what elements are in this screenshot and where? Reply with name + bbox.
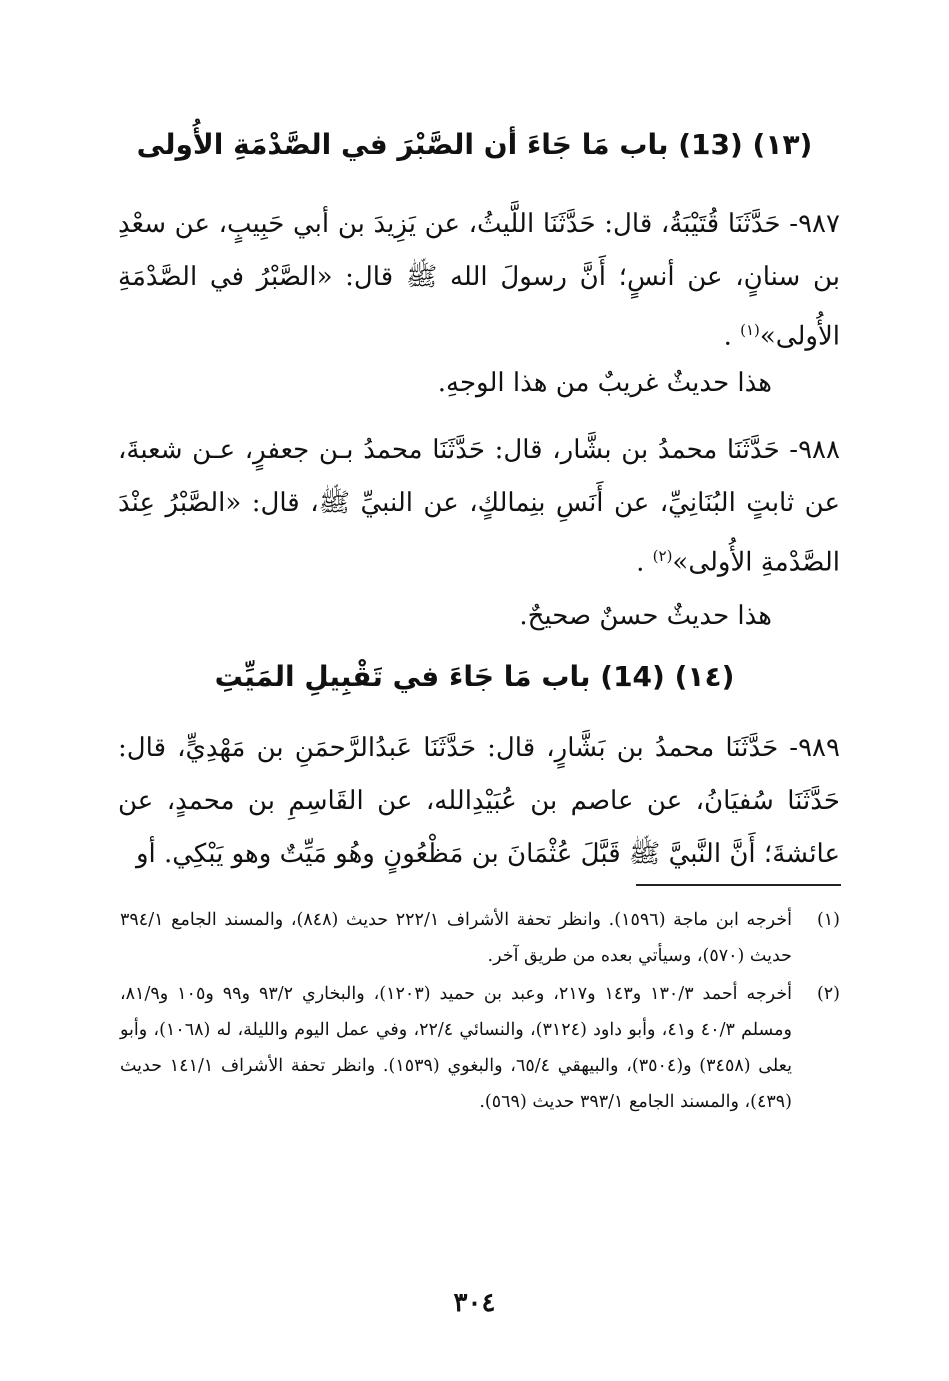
footnote-1 bbox=[120, 902, 840, 974]
hadith-988: ٩٨٨- حَدَّثَنَا محمدُ بن بشَّار، قال: حَدَّثَنَا محمدُ بـن جعفرٍ، عـن شعبةَ، عن ثابتٍ البُنَانِيِّ، عن أَنَسِ بنِمالكٍ، عن النبيِّ ﷺ، قال: «الصَّبْرُ عِنْدَ الصَّدْمةِ الأُولى»$^{(٢)}$ . bbox=[118, 435, 840, 578]
section-heading-13: (١٣) (13) باب مَا جَاءَ أن الصَّبْرَ في الصَّدْمَةِ الأُولى bbox=[136, 128, 813, 161]
hadith-988-text: ٩٨٨- حَدَّثَنَا محمدُ بن بشَّار، قال: حَدَّثَنَا محمدُ بـن جعفرٍ، عـن شعبةَ، عن ثابتٍ البُنَانِيِّ، عن أَنَسِ بنِمالكٍ، عن النبيِّ ﷺ، قال: «الصَّبْرُ عِنْدَ الصَّدْمةِ الأُولى» bbox=[118, 435, 840, 578]
footnote-2-number: (٢) bbox=[816, 984, 840, 1004]
hadith-987: ٩٨٧- حَدَّثَنَا قُتَيْبَةُ، قال: حَدَّثَنَا اللَّيثُ، عن يَزِيدَ بن أبي حَبِيبٍ، عن سعْدِ بن سنانٍ، عن أنسٍ؛ أَنَّ رسولَ الله ﷺ قال: «الصَّبْرُ في الصَّدْمَةِ الأُولى»$^{(١)}$ . bbox=[118, 209, 840, 352]
hadith-987-grade: هذا حديثٌ غريبٌ من هذا الوجهِ. bbox=[437, 368, 772, 398]
footnote-2-text: أخرجه أحمد ١٣٠/٣ و١٤٣ و٢١٧، وعبد بن حميد (١٢٠٣)، والبخاري ٩٣/٢ و٩٩ و١٠٥ و٨١/٩، ومسلم ٤٠/٣ و٤١، وأبو داود (٣١٢٤)، والنسائي ٢٢/٤، وفي عمل اليوم والليلة، له (١٠٦٨)، وأبو يعلى (٣٤٥٨) و(٣٥٠٤)، والبيهقي ٦٥/٤، والبغوي (١٥٣٩). وانظر تحفة الأشراف ١٤١/١ حديث (٤٣٩)، والمسند الجامع ٣٩٣/١ حديث (٥٦٩). bbox=[120, 984, 793, 1112]
hadith-988-grade: هذا حديثٌ حسنٌ صحيحٌ. bbox=[519, 601, 772, 631]
hadith-989: ٩٨٩- حَدَّثَنَا محمدُ بن بَشَّارٍ، قال: حَدَّثَنَا عَبدُالرَّحمَنِ بن مَهْدِيٍّ، قال: حَدَّثَنَا سُفيَانُ، عن عاصم بن عُبَيْدِالله، عن القَاسِمِ بن محمدٍ، عن عائشةَ؛ أَنَّ النَّبيَّ ﷺ قَبَّلَ عُثْمَانَ بن مَظْعُونٍ وهُو مَيِّتٌ وهو يَبْكِي. أو bbox=[118, 733, 840, 869]
footnote-ref-2: (٢) bbox=[652, 547, 673, 565]
footnote-separator bbox=[636, 884, 841, 886]
footnote-1-text: أخرجه ابن ماجة (١٥٩٦). وانظر تحفة الأشراف ٢٢٢/١ حديث (٨٤٨)، والمسند الجامع ٣٩٤/١ حديث (٥٧٠)، وسيأتي بعده من طريق آخر. bbox=[120, 910, 793, 966]
page-number: ٣٠٤ bbox=[453, 1288, 496, 1318]
footnote-1-number: (١) bbox=[816, 910, 840, 930]
hadith-987-text: ٩٨٧- حَدَّثَنَا قُتَيْبَةُ، قال: حَدَّثَنَا اللَّيثُ، عن يَزِيدَ بن أبي حَبِيبٍ، عن سعْدِ بن سنانٍ، عن أنسٍ؛ أَنَّ رسولَ الله ﷺ قال: «الصَّبْرُ في الصَّدْمَةِ الأُولى» bbox=[118, 209, 840, 352]
footnote-2 bbox=[120, 976, 840, 1120]
footnote-ref-1: (١) bbox=[740, 321, 760, 339]
section-heading-14: (١٤) (14) باب مَا جَاءَ في تَقْبِيلِ المَيِّتِ bbox=[214, 660, 735, 693]
